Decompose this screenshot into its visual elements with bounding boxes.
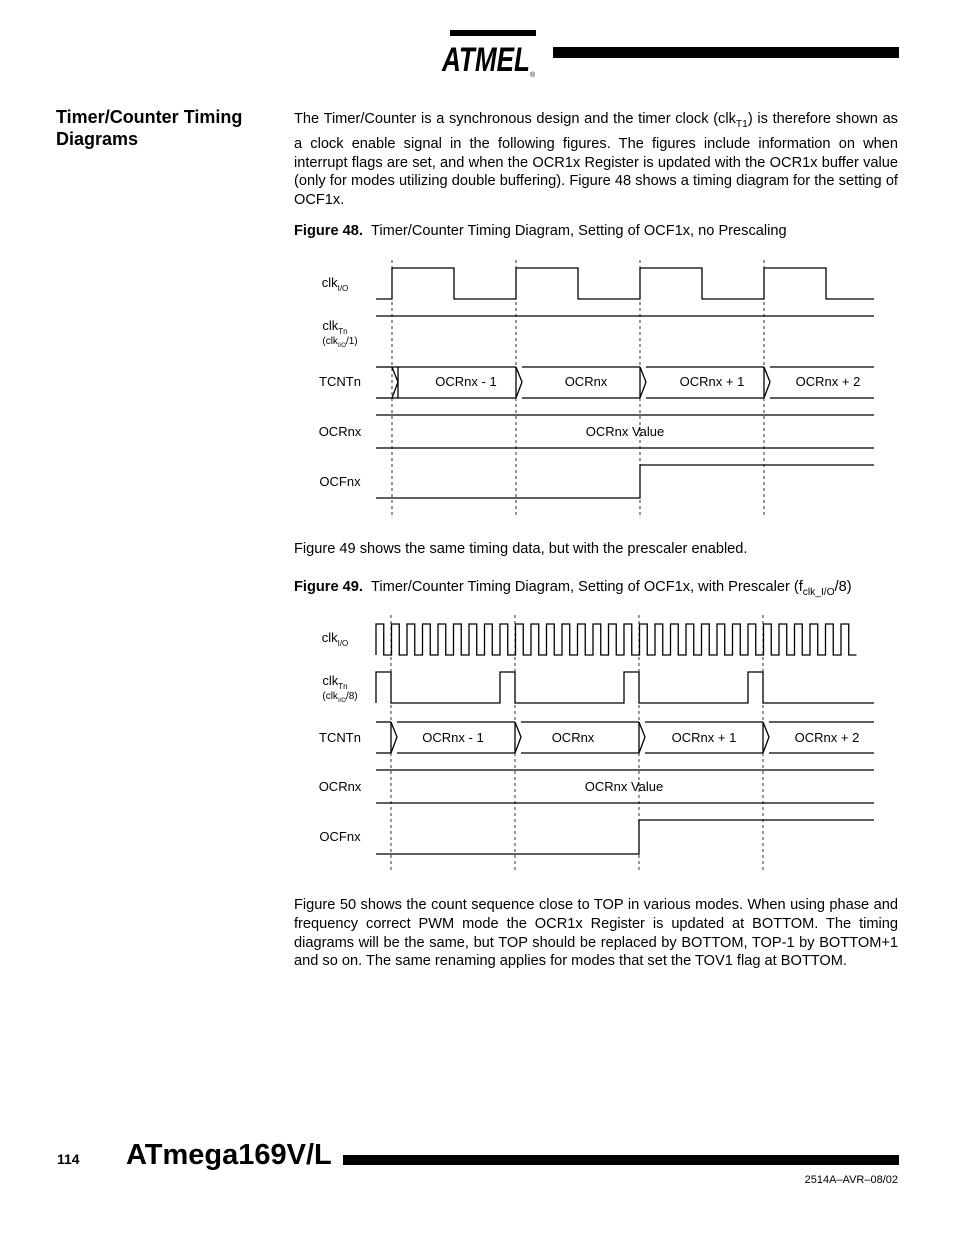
signal-label-ocfnx: OCFnx xyxy=(319,829,361,844)
figure49-intro-paragraph: Figure 49 shows the same timing data, but with the prescaler enabled. xyxy=(294,541,748,557)
signal-label-tcntn: TCNTn xyxy=(319,730,361,745)
ocfnx-waveform xyxy=(376,465,874,498)
atmel-logo xyxy=(440,28,540,78)
signal-label-ocfnx: OCFnx xyxy=(319,474,361,489)
clk-io-waveform xyxy=(376,268,874,299)
tcnt-value-1: OCRnx - 1 xyxy=(422,730,484,745)
header-rule xyxy=(553,47,899,58)
section-title: Timer/Counter Timing Diagrams xyxy=(56,107,243,149)
intro-paragraph: The Timer/Counter is a synchronous design and the timer clock (clk$_{T1}$) is therefore shown as a clock enable signal in the following figures. The figures include information on when interrupt flags are set, and when the OCR1x Register is updated with the OCR1x buffer value (only for modes utilizing double buffering). Figure 48 shows a timing diagram for the setting of OCF1x. xyxy=(294,111,898,209)
figure49-label: Figure 49. xyxy=(294,579,363,595)
tcnt-value-3: OCRnx + 1 xyxy=(671,730,737,745)
signal-label-clk-tn: clk$_{Tn}$ xyxy=(322,318,348,336)
ocrnx-value: OCRnx Value xyxy=(584,779,664,794)
tcnt-value-1: OCRnx - 1 xyxy=(435,374,497,389)
figure48-timing-diagram xyxy=(300,255,890,520)
svg-text:ATMEL: ATMEL xyxy=(441,41,530,78)
signal-label-clk-tn: clk$_{Tn}$ xyxy=(322,673,348,691)
tcnt-value-2: OCRnx xyxy=(551,730,595,745)
page-number: 114 xyxy=(57,1151,80,1167)
tcnt-value-3: OCRnx + 1 xyxy=(679,374,745,389)
signal-label-tcntn: TCNTn xyxy=(319,374,361,389)
signal-label-ocrnx: OCRnx xyxy=(318,779,362,794)
ocfnx-waveform xyxy=(376,820,874,854)
signal-note-clk-tn: (clk$_{I/O}$/1) xyxy=(322,336,358,349)
tcnt-value-4: OCRnx + 2 xyxy=(794,730,860,745)
document-title: ATmega169V/L xyxy=(126,1139,332,1171)
footer-rule xyxy=(343,1155,899,1165)
document-code: 2514A–AVR–08/02 xyxy=(804,1174,898,1186)
figure49-caption: Figure 49. Timer/Counter Timing Diagram, Setting of OCF1x, with Prescaler $(f_{clk\_I/O}/8)$ xyxy=(294,579,852,598)
svg-text:®: ® xyxy=(530,72,536,78)
figure50-intro-paragraph: Figure 50 shows the count sequence close to TOP in various modes. When using phase and frequency correct PWM mode the OCR1x Register is updated at BOTTOM. The timing diagrams will be the same, but TOP should be replaced by BOTTOM, TOP-1 by BOTTOM+1 and so on. The same renaming applies for modes that set the TOV1 flag at BOTTOM. xyxy=(294,897,898,970)
figure49-timing-diagram xyxy=(300,612,890,874)
signal-label-clk-io: clk$_{I/O}$ xyxy=(321,630,349,648)
signal-label-clk-io: clk$_{I/O}$ xyxy=(321,275,349,293)
figure48-label: Figure 48. xyxy=(294,223,363,239)
clk-io-waveform xyxy=(376,624,857,655)
clk-tn-waveform xyxy=(376,672,874,703)
tcnt-value-2: OCRnx xyxy=(564,374,608,389)
figure48-caption: Figure 48. Timer/Counter Timing Diagram, Setting of OCF1x, no Prescaling xyxy=(294,223,787,239)
tcnt-value-4: OCRnx + 2 xyxy=(795,374,861,389)
ocrnx-value: OCRnx Value xyxy=(585,424,665,439)
signal-note-clk-tn: (clk$_{I/O}$/8) xyxy=(322,691,358,704)
signal-label-ocrnx: OCRnx xyxy=(318,424,362,439)
